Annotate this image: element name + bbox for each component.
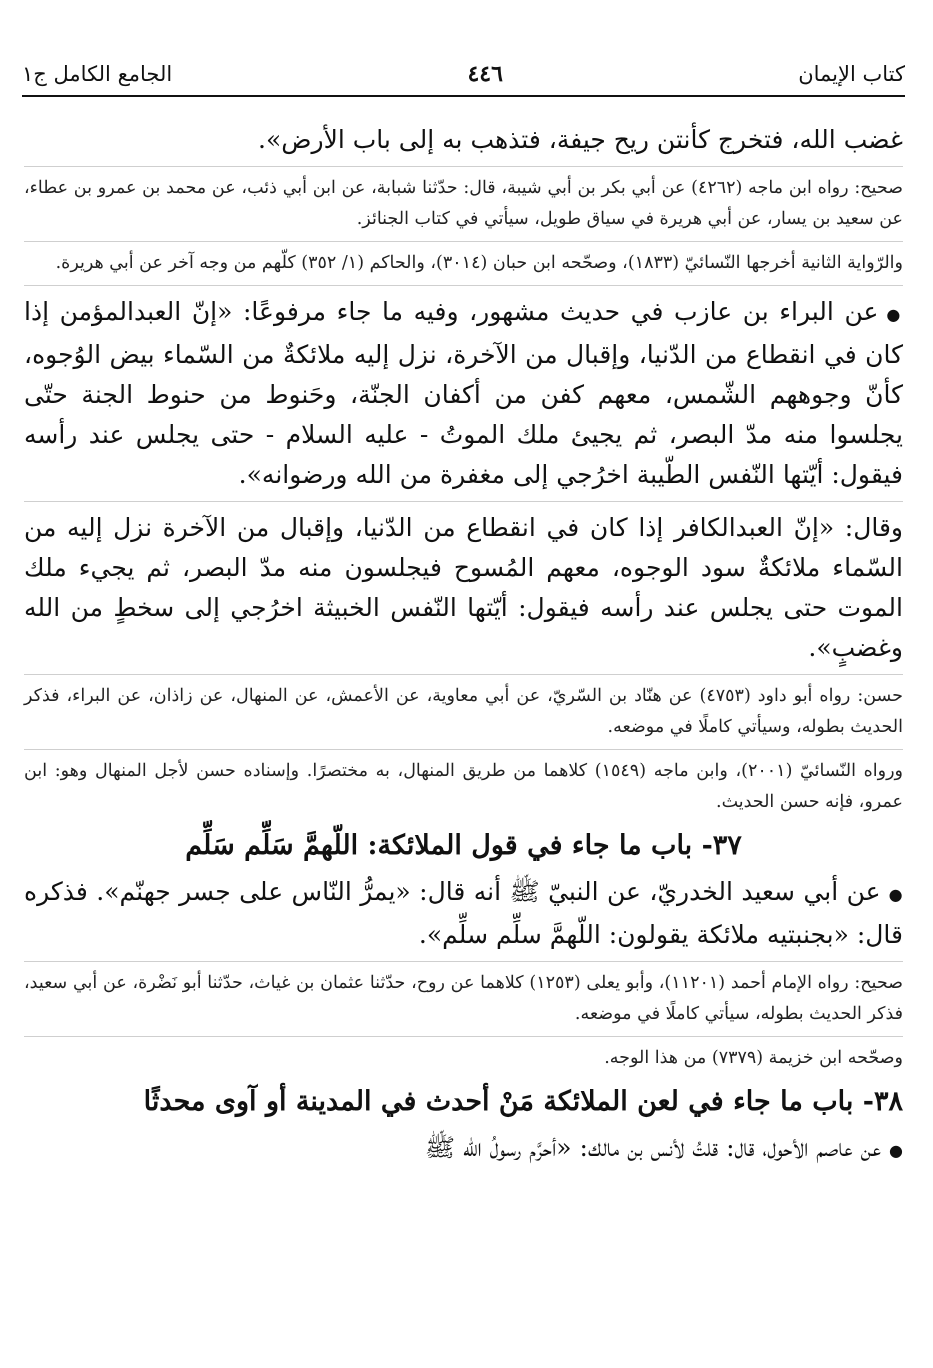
takhrij-note: ورواه النّسائيّ (٢٠٠١)، وابن ماجه (١٥٤٩) كلاهما من طريق المنهال، به مختصرًا. وإسناده حسن لأجل المنهال وهو: ابن عمرو، فإنه حسن الحديث. [24, 761, 903, 812]
hadith-text: غضب الله، فتخرج كأنتن ريح جيفة، فتذهب به إلى باب الأرض». [258, 125, 903, 154]
page-number: ٤٤٦ [467, 61, 503, 87]
hadith-paragraph [24, 872, 903, 955]
hadith-text: عن أبي سعيد الخدريّ، عن النبيّ ﷺ أنه قال: «يمرُّ النّاس على جسر جهنّم». فذكره قال: «بجنبتيه ملائكة يقولون: اللّهمَّ سلِّم سلِّم». [24, 877, 903, 949]
divider [24, 285, 903, 286]
bullet-icon: ● [886, 305, 903, 324]
book-title: الجامع الكامل ج١ [22, 62, 173, 86]
takhrij-note: حسن: رواه أبو داود (٤٧٥٣) عن هنّاد بن السّريّ، عن أبي معاوية، عن الأعمش، عن المنهال، عن زاذان، عن البراء، فذكر الحديث بطوله، وسيأتي كاملًا في موضعه. [24, 686, 903, 737]
divider [24, 166, 903, 167]
takhrij-note: صحيح: رواه ابن ماجه (٤٢٦٢) عن أبي بكر بن أبي شيبة، قال: حدّثنا شبابة، عن ابن أبي ذئب، عن محمد بن عمرو بن عطاء، عن سعيد بن يسار، عن أبي هريرة في سياق طويل، سيأتي في كتاب الجنائز. [24, 178, 903, 229]
chapter-title: كتاب الإيمان [798, 62, 905, 86]
chapter-heading-37: ٣٧- باب ما جاء في قول الملائكة: اللّهمَّ سَلِّم سَلِّم [185, 830, 742, 861]
takhrij-note: صحيح: رواه الإمام أحمد (١١٢٠١)، وأبو يعلى (١٢٥٣) كلاهما عن روح، حدّثنا عثمان بن غياث، حدّثنا أبو نَضْرة، عن أبي سعيد، فذكر الحديث بطوله، سيأتي كاملًا في موضعه. [24, 973, 903, 1024]
hadith-text: عن عاصم الأحول، قال: قلتُ لأنس بن مالك: «أحرَّم رسولُ الله ﷺ [424, 1133, 882, 1162]
divider [24, 674, 903, 675]
chapter-heading-38: ٣٨- باب ما جاء في لعن الملائكة مَنْ أحدث في المدينة أو آوى محدثًا [143, 1086, 903, 1117]
hadith-paragraph [24, 1128, 903, 1171]
hadith-text: وقال: «إنّ العبدالكافر إذا كان في انقطاع من الدّنيا، وإقبال من الآخرة نزل إليه من السّماء ملائكةٌ سود الوجوه، معهم المُسوح فيجلسون منه مدّ البصر، ثم يجيء ملك الموت حتى يجلس عند رأسه فيقول: أيّتها النّفس الخبيثة اخرُجي إلى سخطٍ من الله وغضبٍ». [24, 513, 903, 662]
hadith-paragraph [24, 292, 903, 495]
divider [24, 749, 903, 750]
divider [24, 501, 903, 502]
hadith-text: عن البراء بن عازب في حديث مشهور، وفيه ما جاء مرفوعًا: «إنّ العبدالمؤمن إذا كان في انقطاع من الدّنيا، وإقبال من الآخرة، نزل إليه ملائكةٌ من السّماء بيض الوُجوه، كأنّ وجوههم الشّمس، معهم كفن من أكفان الجنّة، وحَنوط من حنوط الجنة حتّى يجلسوا منه مدّ البصر، ثم يجيئ ملك الموتُ - عليه السلام - حتى يجلس عند رأسه فيقول: أيّتها النّفس الطّيبة اخرُجي إلى مغفرة من الله ورضوانه». [24, 297, 903, 489]
bullet-icon: ● [888, 885, 904, 904]
header-rule [22, 95, 905, 97]
divider [24, 241, 903, 242]
divider [24, 961, 903, 962]
running-header [22, 54, 905, 94]
divider [24, 1036, 903, 1037]
bullet-icon: ● [889, 1141, 903, 1160]
page-body [24, 120, 903, 1177]
takhrij-note: وصحّحه ابن خزيمة (٧٣٧٩) من هذا الوجه. [604, 1048, 903, 1068]
takhrij-note: والرّواية الثانية أخرجها النّسائيّ (١٨٣٣)، وصحّحه ابن حبان (٣٠١٤)، والحاكم (١/ ٣٥٢) كلّهم من وجه آخر عن أبي هريرة. [55, 253, 903, 273]
